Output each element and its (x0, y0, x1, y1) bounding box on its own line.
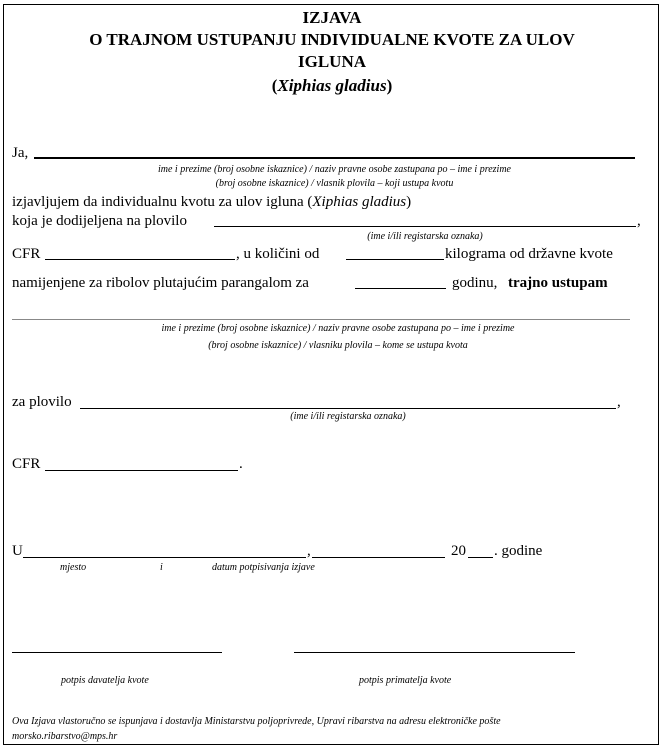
purpose-label: namijenjene za ribolov plutajućim parangalom za (12, 275, 309, 291)
footer-note: Ova Izjava vlastoručno se ispunjava i dostavlja Ministarstvu poljoprivrede, Upravi ribarstva na adresu elektroničke pošte (12, 716, 501, 727)
transfer-text: trajno ustupam (508, 275, 608, 291)
giver-signature-label: potpis davatelja kvote (61, 675, 149, 686)
vessel-label: koja je dodijeljena na plovilo (12, 213, 187, 229)
cfr-label: CFR (12, 246, 41, 262)
year-suffix-field[interactable] (468, 557, 493, 558)
giver-hint-1: ime i prezime (broj osobne iskaznice) / naziv pravne osobe zastupana po – ime i prezime (157, 164, 511, 175)
receiver-cfr-label: CFR (12, 456, 41, 472)
receiver-hint-2: (broj osobne iskaznice) / vlasniku plovila – kome se ustupa kvota (208, 340, 468, 351)
ja-label: Ja, (12, 145, 29, 161)
receiver-vessel-comma: , (617, 394, 621, 410)
receiver-cfr-field[interactable] (45, 470, 238, 471)
document-frame (3, 4, 659, 745)
year-field[interactable] (355, 288, 446, 289)
vessel-comma: , (637, 213, 641, 229)
kg-label: kilograma od državne kvote (445, 246, 613, 262)
title-line-4: (Xiphias gladius) (271, 76, 393, 95)
hint-date: datum potpisivanja izjave (212, 562, 315, 573)
title-line-1: IZJAVA (302, 8, 362, 27)
declaration-text: izjavljujem da individualnu kvotu za ulov igluna (Xiphias gladius) (12, 194, 412, 210)
place-field[interactable] (23, 557, 306, 558)
godine-label: . godine (494, 543, 543, 559)
hint-place: mjesto (60, 562, 87, 573)
title-line-2: O TRAJNOM USTUPANJU INDIVIDUALNE KVOTE ZA ULOV (89, 30, 575, 49)
amount-field[interactable] (346, 259, 444, 260)
cfr-field[interactable] (45, 259, 235, 260)
receiver-vessel-label: za plovilo (12, 394, 72, 410)
declaration-species: Xiphias gladius (312, 194, 407, 210)
receiver-signature-line[interactable] (294, 652, 575, 653)
giver-name-field[interactable] (34, 157, 635, 159)
title-line-3: IGLUNA (297, 52, 366, 71)
vessel-hint: (ime i/ili registarska oznaka) (367, 231, 483, 242)
hint-and: i (160, 562, 163, 573)
year-prefix: 20 (451, 543, 466, 559)
place-prefix: U (12, 543, 23, 559)
place-comma: , (307, 543, 311, 559)
receiver-vessel-hint: (ime i/ili registarska oznaka) (290, 411, 406, 422)
receiver-cfr-end: . (239, 456, 243, 472)
giver-hint-2: (broj osobne iskaznice) / vlasnik plovila – koji ustupa kvotu (215, 178, 454, 189)
year-label: godinu, (452, 275, 498, 291)
receiver-vessel-field[interactable] (80, 408, 616, 409)
footer-email: morsko.ribarstvo@mps.hr (12, 731, 118, 742)
date-field[interactable] (312, 557, 445, 558)
title-species: Xiphias gladius (277, 76, 387, 95)
receiver-signature-label: potpis primatelja kvote (359, 675, 452, 686)
receiver-hint-1: ime i prezime (broj osobne iskaznice) / naziv pravne osobe zastupana po – ime i prezime (161, 323, 515, 334)
vessel-field[interactable] (214, 226, 636, 227)
giver-signature-line[interactable] (12, 652, 222, 653)
amount-label: , u količini od (236, 246, 320, 262)
receiver-name-field[interactable] (12, 319, 630, 320)
